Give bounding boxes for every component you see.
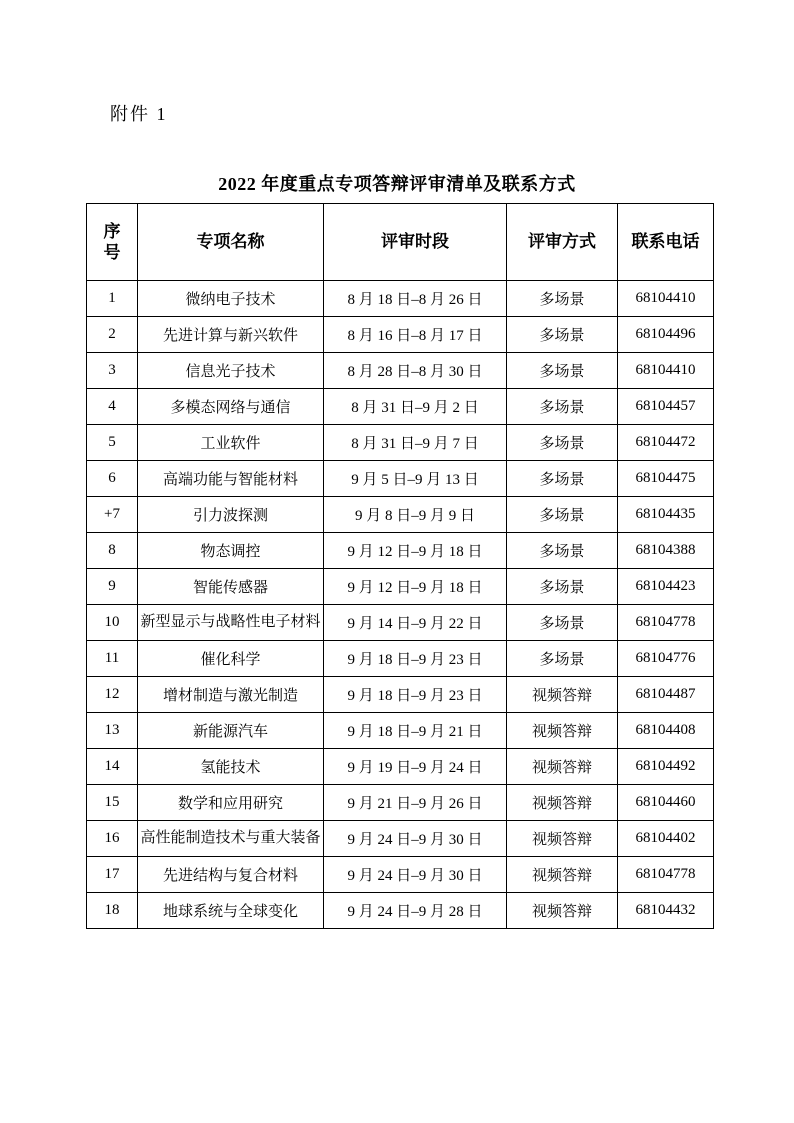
cell-method: 多场景 bbox=[507, 461, 618, 497]
cell-index: 9 bbox=[87, 569, 138, 605]
cell-period: 9 月 19 日–9 月 24 日 bbox=[324, 749, 507, 785]
table-row bbox=[87, 749, 714, 785]
cell-name: 地球系统与全球变化 bbox=[138, 893, 324, 929]
cell-method: 多场景 bbox=[507, 425, 618, 461]
cell-phone: 68104475 bbox=[618, 461, 714, 497]
cell-name: 高性能制造技术与重大装备 bbox=[138, 821, 324, 857]
cell-index: 13 bbox=[87, 713, 138, 749]
cell-method: 视频答辩 bbox=[507, 713, 618, 749]
cell-index: 3 bbox=[87, 353, 138, 389]
table-row bbox=[87, 857, 714, 893]
cell-method: 多场景 bbox=[507, 533, 618, 569]
cell-phone: 68104778 bbox=[618, 857, 714, 893]
cell-index: 15 bbox=[87, 785, 138, 821]
cell-method: 多场景 bbox=[507, 317, 618, 353]
cell-method: 视频答辩 bbox=[507, 785, 618, 821]
cell-name: 催化科学 bbox=[138, 641, 324, 677]
cell-phone: 68104410 bbox=[618, 281, 714, 317]
cell-method: 多场景 bbox=[507, 497, 618, 533]
table-row bbox=[87, 461, 714, 497]
cell-index: +7 bbox=[87, 497, 138, 533]
cell-phone: 68104472 bbox=[618, 425, 714, 461]
cell-period: 9 月 8 日–9 月 9 日 bbox=[324, 497, 507, 533]
table-row bbox=[87, 893, 714, 929]
cell-index: 8 bbox=[87, 533, 138, 569]
cell-index: 5 bbox=[87, 425, 138, 461]
cell-index: 2 bbox=[87, 317, 138, 353]
table-header-row bbox=[87, 204, 714, 281]
cell-method: 多场景 bbox=[507, 353, 618, 389]
cell-index: 6 bbox=[87, 461, 138, 497]
cell-phone: 68104457 bbox=[618, 389, 714, 425]
cell-name: 工业软件 bbox=[138, 425, 324, 461]
column-header-index-line1: 序 bbox=[103, 221, 121, 241]
cell-period: 9 月 24 日–9 月 28 日 bbox=[324, 893, 507, 929]
cell-method: 多场景 bbox=[507, 641, 618, 677]
cell-index: 14 bbox=[87, 749, 138, 785]
cell-name: 先进结构与复合材料 bbox=[138, 857, 324, 893]
cell-method: 视频答辩 bbox=[507, 857, 618, 893]
cell-index: 1 bbox=[87, 281, 138, 317]
cell-name: 物态调控 bbox=[138, 533, 324, 569]
table-row bbox=[87, 641, 714, 677]
cell-name: 多模态网络与通信 bbox=[138, 389, 324, 425]
table-row bbox=[87, 353, 714, 389]
cell-index: 4 bbox=[87, 389, 138, 425]
cell-period: 8 月 31 日–9 月 7 日 bbox=[324, 425, 507, 461]
table-row bbox=[87, 785, 714, 821]
table-row bbox=[87, 713, 714, 749]
cell-method: 多场景 bbox=[507, 281, 618, 317]
column-header-name: 专项名称 bbox=[138, 204, 324, 281]
cell-period: 9 月 12 日–9 月 18 日 bbox=[324, 569, 507, 605]
cell-period: 8 月 28 日–8 月 30 日 bbox=[324, 353, 507, 389]
cell-index: 10 bbox=[87, 605, 138, 641]
cell-phone: 68104388 bbox=[618, 533, 714, 569]
cell-period: 9 月 12 日–9 月 18 日 bbox=[324, 533, 507, 569]
cell-name: 信息光子技术 bbox=[138, 353, 324, 389]
cell-name: 新型显示与战略性电子材料 bbox=[138, 605, 324, 641]
cell-index: 18 bbox=[87, 893, 138, 929]
column-header-phone: 联系电话 bbox=[618, 204, 714, 281]
column-header-index bbox=[87, 204, 138, 281]
attachment-label: 附件 1 bbox=[110, 104, 168, 124]
review-schedule-table bbox=[86, 203, 714, 929]
cell-phone: 68104402 bbox=[618, 821, 714, 857]
cell-index: 11 bbox=[87, 641, 138, 677]
table-row bbox=[87, 425, 714, 461]
cell-method: 多场景 bbox=[507, 389, 618, 425]
page-title: 2022 年度重点专项答辩评审清单及联系方式 bbox=[218, 174, 576, 194]
cell-period: 9 月 14 日–9 月 22 日 bbox=[324, 605, 507, 641]
cell-name: 氢能技术 bbox=[138, 749, 324, 785]
cell-method: 多场景 bbox=[507, 569, 618, 605]
cell-period: 8 月 16 日–8 月 17 日 bbox=[324, 317, 507, 353]
table-body bbox=[87, 281, 714, 929]
column-header-period: 评审时段 bbox=[324, 204, 507, 281]
table-row bbox=[87, 533, 714, 569]
table-row bbox=[87, 281, 714, 317]
cell-name: 先进计算与新兴软件 bbox=[138, 317, 324, 353]
cell-name: 引力波探测 bbox=[138, 497, 324, 533]
cell-period: 9 月 18 日–9 月 21 日 bbox=[324, 713, 507, 749]
cell-phone: 68104778 bbox=[618, 605, 714, 641]
cell-period: 9 月 24 日–9 月 30 日 bbox=[324, 857, 507, 893]
cell-phone: 68104492 bbox=[618, 749, 714, 785]
cell-phone: 68104432 bbox=[618, 893, 714, 929]
cell-phone: 68104776 bbox=[618, 641, 714, 677]
table-row bbox=[87, 677, 714, 713]
cell-name: 数学和应用研究 bbox=[138, 785, 324, 821]
cell-period: 8 月 18 日–8 月 26 日 bbox=[324, 281, 507, 317]
cell-name: 微纳电子技术 bbox=[138, 281, 324, 317]
cell-phone: 68104423 bbox=[618, 569, 714, 605]
cell-phone: 68104496 bbox=[618, 317, 714, 353]
table-row bbox=[87, 317, 714, 353]
cell-method: 视频答辩 bbox=[507, 893, 618, 929]
table-row bbox=[87, 569, 714, 605]
table-row bbox=[87, 821, 714, 857]
cell-method: 视频答辩 bbox=[507, 821, 618, 857]
cell-phone: 68104487 bbox=[618, 677, 714, 713]
cell-phone: 68104410 bbox=[618, 353, 714, 389]
cell-name: 智能传感器 bbox=[138, 569, 324, 605]
column-header-index-line2: 号 bbox=[103, 243, 121, 262]
cell-method: 视频答辩 bbox=[507, 749, 618, 785]
cell-method: 视频答辩 bbox=[507, 677, 618, 713]
cell-period: 9 月 18 日–9 月 23 日 bbox=[324, 677, 507, 713]
cell-method: 多场景 bbox=[507, 605, 618, 641]
table-row bbox=[87, 497, 714, 533]
table-row bbox=[87, 389, 714, 425]
cell-index: 17 bbox=[87, 857, 138, 893]
cell-name: 新能源汽车 bbox=[138, 713, 324, 749]
cell-phone: 68104435 bbox=[618, 497, 714, 533]
cell-index: 12 bbox=[87, 677, 138, 713]
cell-period: 8 月 31 日–9 月 2 日 bbox=[324, 389, 507, 425]
cell-name: 增材制造与激光制造 bbox=[138, 677, 324, 713]
cell-period: 9 月 24 日–9 月 30 日 bbox=[324, 821, 507, 857]
column-header-method: 评审方式 bbox=[507, 204, 618, 281]
cell-period: 9 月 18 日–9 月 23 日 bbox=[324, 641, 507, 677]
cell-name: 高端功能与智能材料 bbox=[138, 461, 324, 497]
cell-phone: 68104460 bbox=[618, 785, 714, 821]
cell-period: 9 月 5 日–9 月 13 日 bbox=[324, 461, 507, 497]
cell-index: 16 bbox=[87, 821, 138, 857]
cell-phone: 68104408 bbox=[618, 713, 714, 749]
table-header bbox=[87, 204, 714, 281]
table-row bbox=[87, 605, 714, 641]
cell-period: 9 月 21 日–9 月 26 日 bbox=[324, 785, 507, 821]
